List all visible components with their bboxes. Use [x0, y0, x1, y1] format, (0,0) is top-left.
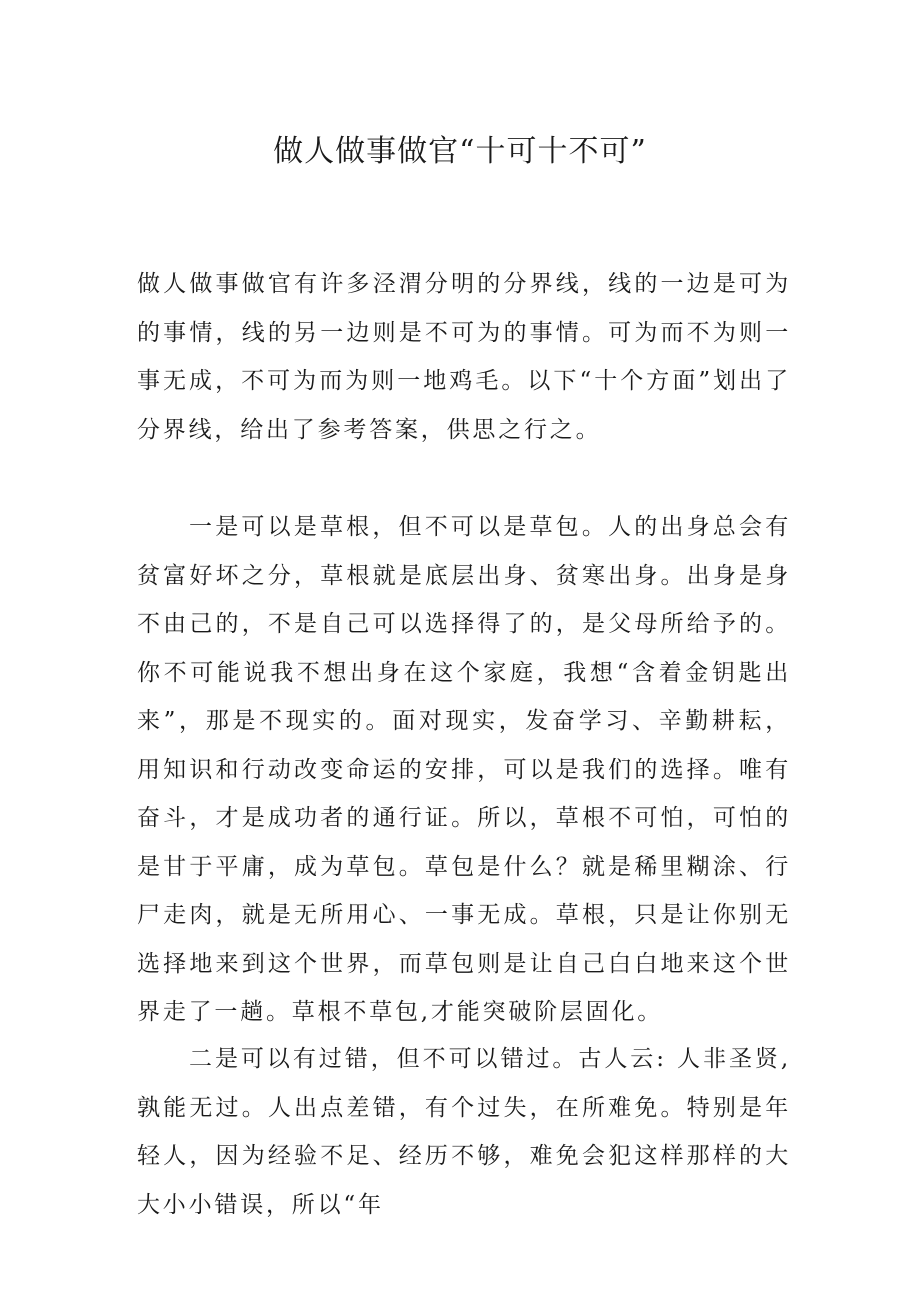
intro-paragraph: 做人做事做官有许多泾渭分明的分界线，线的一边是可为的事情，线的另一边则是不可为的事情。可为而不为则一事无成，不可为而为则一地鸡毛。以下“十个方面”划出了分界线，给出了参考答案，供思之行之。	[137, 271, 791, 443]
section-two-paragraph: 二是可以有过错，但不可以错过。古人云: 人非圣贤,孰能无过。人出点差错，有个过失，在所难免。特别是年轻人，因为经验不足、经历不够，难免会犯这样那样的大大小小错误，所以“年	[137, 1046, 791, 1218]
section-one-paragraph: 一是可以是草根，但不可以是草包。人的出身总会有贫富好坏之分，草根就是底层出身、贫寒出身。出身是身不由己的，不是自己可以选择得了的，是父母所给予的。你不可能说我不想出身在这个家庭，我想“含着金钥匙出来”，那是不现实的。面对现实，发奋学习、辛勤耕耘，用知识和行动改变命运的安排，可以是我们的选择。唯有奋斗，才是成功者的通行证。所以，草根不可怕，可怕的是甘于平庸，成为草包。草包是什么？就是稀里糊涂、行尸走肉，就是无所用心、一事无成。草根，只是让你别无选择地来到这个世界，而草包则是让自己白白地来这个世界走了一趟。草根不草包,才能突破阶层固化。	[137, 514, 791, 1025]
document-title: 做人做事做官“十可十不可”	[273, 134, 647, 169]
